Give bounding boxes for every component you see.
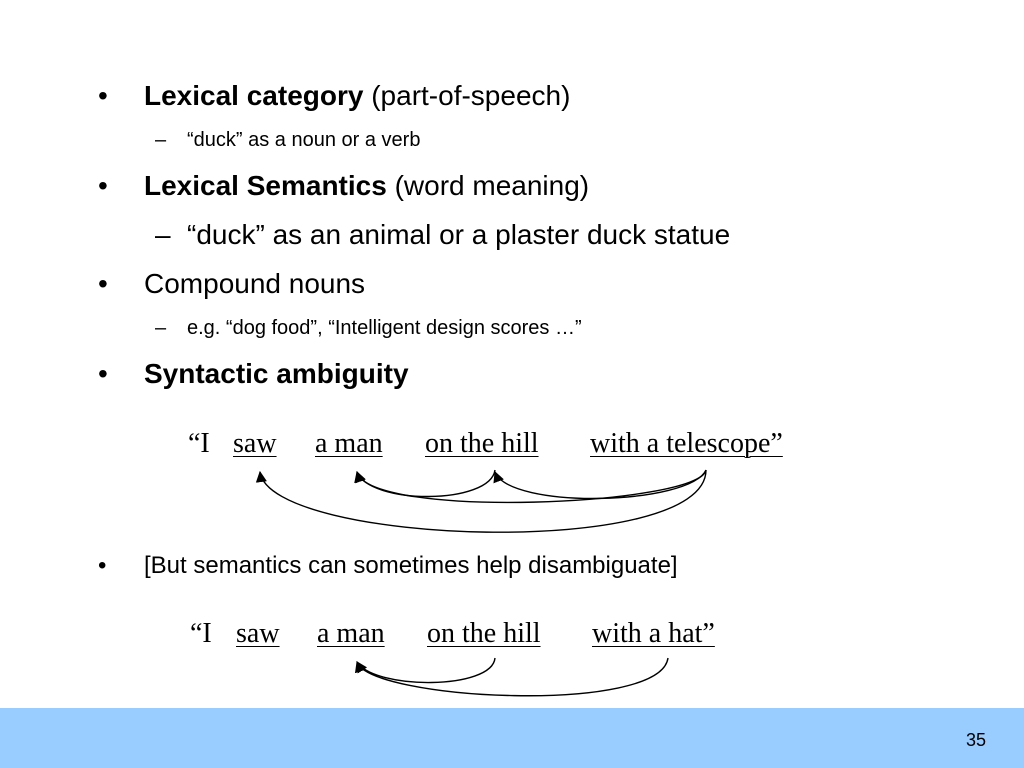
sub-bullet-compound-examples: [155, 316, 582, 340]
footer-bar: [0, 708, 1024, 768]
bullet-bold-text: Lexical category: [144, 80, 364, 111]
bullet-icon: •: [98, 268, 108, 299]
bullet-lexical-semantics: [98, 170, 589, 202]
sentence-opening: “I: [190, 618, 212, 649]
bullet-text: (part-of-speech): [363, 80, 571, 111]
bullet-semantics-disambiguate: [98, 550, 678, 582]
sub-bullet-text: “duck” as a noun or a verb: [187, 129, 421, 151]
phrase-with-a-hat: with a hat”: [592, 618, 715, 649]
word-saw: saw: [233, 428, 277, 459]
bullet-icon: •: [98, 358, 108, 389]
sub-bullet-duck-animal: [155, 219, 730, 251]
arc-hill-to-man: [357, 658, 495, 683]
bullet-compound-nouns: [98, 268, 365, 300]
arc-telescope-to-man: [357, 470, 706, 502]
bullet-icon: •: [98, 552, 107, 579]
dash-icon: –: [155, 129, 167, 151]
phrase-with-a-telescope: with a telescope”: [590, 428, 783, 459]
bullet-text: [But semantics can sometimes help disambiguate]: [144, 552, 678, 579]
bullet-text: Compound nouns: [144, 268, 366, 299]
bullet-bold-text: Lexical Semantics: [144, 170, 387, 201]
sub-bullet-duck-noun-verb: [155, 128, 420, 152]
bullet-text: (word meaning): [386, 170, 590, 201]
phrase-on-the-hill: on the hill: [425, 428, 539, 459]
sentence-opening: “I: [188, 428, 210, 459]
arc-hat-to-man: [357, 658, 668, 696]
arc-telescope-to-saw: [260, 470, 706, 532]
bullet-icon: •: [98, 170, 108, 201]
arc-hill-to-man: [357, 470, 495, 497]
phrase-a-man: a man: [315, 428, 383, 459]
sub-bullet-text: e.g. “dog food”, “Intelligent design scores …”: [187, 317, 582, 339]
dash-icon: –: [155, 317, 167, 339]
word-saw: saw: [236, 618, 280, 649]
phrase-a-man: a man: [317, 618, 385, 649]
page-number: 35: [965, 730, 986, 750]
bullet-icon: •: [98, 80, 108, 111]
arc-telescope-to-hill: [495, 470, 706, 498]
bullet-syntactic-ambiguity: [98, 358, 409, 390]
sub-bullet-text: “duck” as an animal or a plaster duck statue: [187, 219, 731, 250]
bullet-bold-text: Syntactic ambiguity: [144, 358, 409, 389]
phrase-on-the-hill: on the hill: [427, 618, 541, 649]
dash-icon: –: [155, 219, 171, 250]
bullet-lexical-category: [98, 80, 570, 112]
